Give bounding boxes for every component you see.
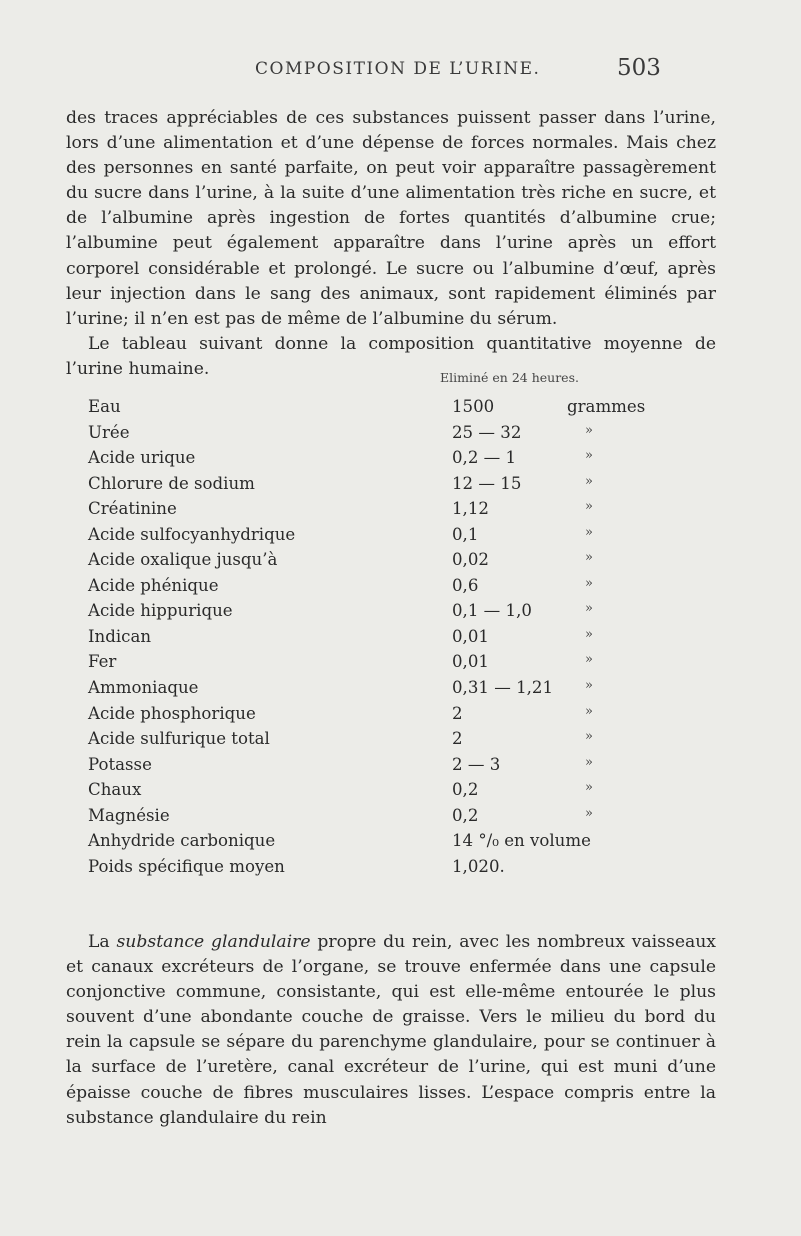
paragraph-kidney-rest: propre du rein, avec les nombreux vaisseaux et canaux excréteurs de l’organe, se trouve enfermée dans une capsule conjonctive commune, consistante, qui est elle-même entourée le plus souvent d’une abondante couche de graisse. Vers le milieu du bord du rein la capsule se sépare du parenchyme glandulaire, pour se continuer à la surface de l’uretère, canal excréteur de l’urine, qui est muni d’une épaisse couche de fibres musculaires lisses. L’espace compris entre la substance glandulaire du rein	[66, 932, 717, 1128]
paragraph-kidney-italic: substance glandulaire	[116, 932, 311, 952]
table-row	[0, 525, 801, 551]
table-row	[0, 423, 801, 449]
substance-unit: grammes	[567, 397, 646, 416]
paragraph-kidney	[66, 930, 716, 1131]
substance-unit: »	[585, 422, 593, 438]
substance-unit: »	[585, 626, 593, 642]
table-row	[0, 652, 801, 678]
table-row	[0, 729, 801, 755]
substance-amount: 12 — 15	[452, 473, 522, 493]
substance-name: Acide oxalique jusqu’à	[88, 550, 278, 570]
substance-unit: »	[585, 703, 593, 719]
substance-amount: 2 — 3	[452, 754, 501, 774]
table-row	[0, 448, 801, 474]
composition-table	[0, 397, 801, 882]
paragraph-kidney-lead: La	[88, 932, 110, 952]
substance-amount: 1,12	[452, 499, 489, 519]
substance-unit: »	[585, 601, 593, 617]
table-row	[0, 601, 801, 627]
substance-name: Poids spécifique moyen	[88, 856, 285, 876]
substance-unit: »	[585, 805, 593, 821]
substance-name: Chaux	[88, 780, 142, 800]
table-row	[0, 704, 801, 730]
substance-unit: »	[585, 652, 593, 668]
substance-name: Acide sulfocyanhydrique	[88, 524, 296, 544]
substance-amount: 0,1	[452, 524, 479, 544]
substance-name: Chlorure de sodium	[88, 473, 255, 493]
substance-unit: »	[585, 473, 593, 489]
table-column-header: Eliminé en 24 heures.	[440, 370, 579, 385]
substance-unit: »	[585, 754, 593, 770]
substance-amount: 0,31 — 1,21	[452, 678, 554, 698]
substance-amount: 1,020.	[452, 856, 505, 876]
table-row	[0, 397, 801, 423]
substance-name: Fer	[88, 652, 117, 672]
substance-name: Magnésie	[88, 805, 170, 825]
table-row	[0, 678, 801, 704]
table-row	[0, 831, 801, 857]
paragraph-intro-text: des traces appréciables de ces substances puissent passer dans l’urine, lors d’une alimentation et d’une dépense de forces normales. Mais chez des personnes en santé parfaite, on peut voir apparaître passagèrement du sucre dans l’urine, à la suite d’une alimentation très riche en sucre, et de l’albumine après ingestion de fortes quantités d’albumine crue; l’albumine peut également apparaître dans l’urine après un effort corporel considérable et prolongé. Le sucre ou l’albumine d’œuf, après leur injection dans le sang des animaux, sont rapidement éliminés par l’urine; il n’en est pas de même de l’albumine du sérum.	[66, 108, 716, 329]
substance-name: Potasse	[88, 754, 152, 774]
table-row	[0, 550, 801, 576]
substance-amount: 0,2	[452, 805, 479, 825]
table-row	[0, 499, 801, 525]
chapter-title: COMPOSITION DE L’URINE.	[255, 59, 541, 79]
table-row	[0, 857, 801, 883]
substance-amount: 0,2	[452, 780, 479, 800]
table-row	[0, 780, 801, 806]
substance-unit: »	[585, 729, 593, 745]
table-row	[0, 755, 801, 781]
substance-amount: 2	[452, 703, 463, 723]
table-row	[0, 576, 801, 602]
substance-amount: 0,2 — 1	[452, 448, 517, 468]
substance-unit: »	[585, 448, 593, 464]
substance-name: Urée	[88, 422, 130, 442]
substance-amount: 1500	[452, 397, 495, 416]
substance-name: Anhydride carbonique	[88, 831, 276, 851]
substance-unit: »	[585, 780, 593, 796]
substance-unit: »	[585, 499, 593, 515]
page-number: 503	[617, 55, 661, 81]
substance-amount: 0,1 — 1,0	[452, 601, 532, 621]
table-row	[0, 627, 801, 653]
substance-name: Acide phénique	[88, 575, 219, 595]
substance-unit: »	[585, 524, 593, 540]
substance-amount: 25 — 32	[452, 422, 522, 442]
substance-name: Ammoniaque	[88, 678, 199, 698]
substance-name: Indican	[88, 626, 152, 646]
substance-amount: 0,6	[452, 575, 479, 595]
substance-amount: 2	[452, 729, 463, 749]
substance-amount: 0,02	[452, 550, 489, 570]
running-head	[0, 55, 801, 85]
substance-name: Créatinine	[88, 499, 177, 519]
substance-name: Eau	[88, 397, 121, 416]
substance-unit: »	[585, 678, 593, 694]
substance-name: Acide urique	[88, 448, 196, 468]
table-row	[0, 474, 801, 500]
table-row	[0, 806, 801, 832]
substance-amount: 0,01	[452, 652, 489, 672]
substance-amount: 14 °/₀ en volume	[452, 831, 591, 851]
paragraph-table-lead: Le tableau suivant donne la composition quantitative moyenne de l’urine humaine.	[66, 333, 716, 379]
substance-unit: »	[585, 550, 593, 566]
paragraph-intro	[66, 106, 716, 382]
substance-unit: »	[585, 575, 593, 591]
substance-name: Acide phosphorique	[88, 703, 256, 723]
substance-name: Acide sulfurique total	[88, 729, 270, 749]
substance-amount: 0,01	[452, 626, 489, 646]
substance-name: Acide hippurique	[88, 601, 233, 621]
